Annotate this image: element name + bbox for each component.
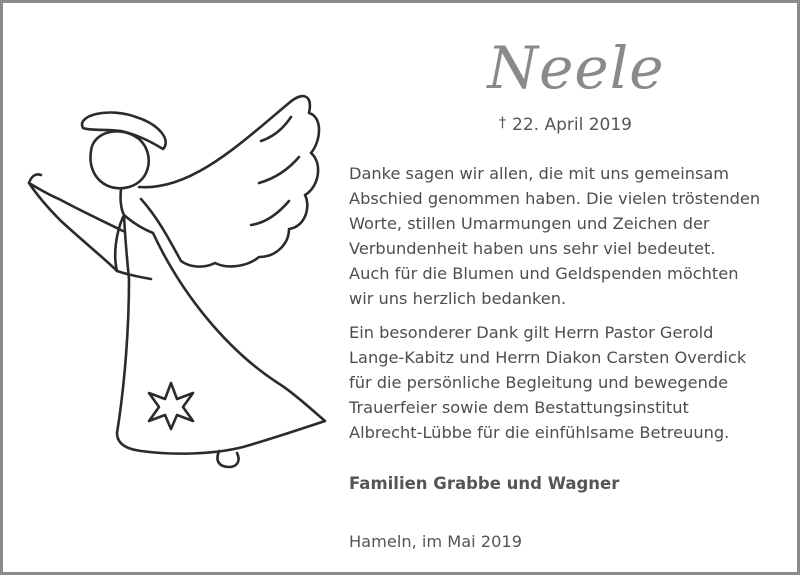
text-line: Albrecht-Lübbe für die einfühlsame Betreuung. [349,423,730,442]
text-line: wir uns herzlich bedanken. [349,289,567,308]
death-date [499,114,632,137]
star-icon [149,383,193,429]
head [90,131,148,188]
text-line: Abschied genommen haben. Die vielen tröstenden [349,189,761,208]
angel-drawing-icon [21,83,341,483]
text-line: Verbundenheit haben uns sehr viel bedeutet. [349,239,716,258]
robe [117,215,325,454]
text-line: Danke sagen wir allen, die mit uns gemeinsam [349,164,730,183]
text-line: für die persönliche Begleitung und bewegende [349,373,729,392]
deceased-name: Neele [487,34,665,102]
text-line: Lange-Kabitz und Herrn Diakon Carsten Overdick [349,348,747,367]
feet [217,451,238,467]
family-signature: Familien Grabbe und Wagner [349,474,620,493]
place-and-date: Hameln, im Mai 2019 [349,532,523,551]
text-line: Auch für die Blumen und Geldspenden möchten [349,264,739,283]
thanks-paragraph [349,161,760,311]
death-date-text: 22. April 2019 [512,115,632,135]
special-thanks-paragraph [349,320,746,445]
wing [139,96,319,266]
arm [29,183,123,271]
text-line: Ein besonderer Dank gilt Herrn Pastor Gerold [349,323,714,342]
text-line: Trauerfeier sowie dem Bestattungsinstitut [349,398,689,417]
text-line: Worte, stillen Umarmungen und Zeichen der [349,214,710,233]
cross-icon: † [499,115,506,131]
